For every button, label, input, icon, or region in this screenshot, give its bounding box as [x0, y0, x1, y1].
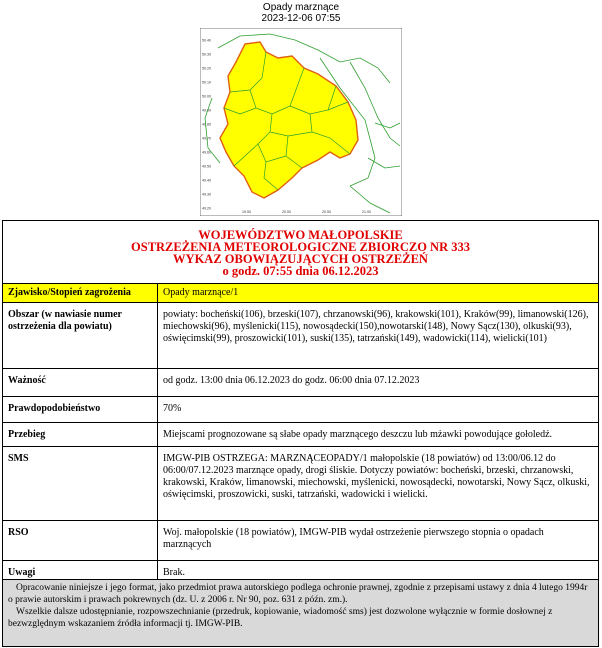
map-x-tick-label: 20.00: [282, 210, 291, 214]
map-y-tick-label: 50.20: [202, 66, 211, 71]
map-svg: [200, 28, 402, 216]
row-rso: [3, 521, 599, 561]
map-caption: [0, 2, 602, 24]
row-obszar: [3, 303, 599, 369]
map-y-tick-label: 49.90: [202, 108, 211, 113]
row-label: Ważność: [3, 369, 158, 397]
row-label: Obszar (w nawiasie numer ostrzeżenia dla powiatu): [3, 303, 158, 369]
row-label: RSO: [3, 521, 158, 561]
footer-paragraph-2: Wszelkie dalsze udostępnianie, rozpowszechnianie (przedruk, kopiowanie, wiadomość sms) jest dozwolone wyłącznie w formie dosłownej z bezwzględnym wskazaniem źródła informacji tj. IMGW-PIB.: [8, 607, 553, 629]
map-x-tick-label: 21.00: [362, 210, 371, 214]
map-y-tick-label: 49.50: [202, 164, 211, 169]
row-waznosc: [3, 369, 599, 397]
map-y-tick-label: 49.40: [202, 178, 211, 183]
map-datetime: 2023-12-06 07:55: [261, 13, 341, 24]
map-title: Opady marznące: [262, 2, 340, 13]
footer-paragraph-1: Opracowanie niniejsze i jego format, jako przedmiot prawa autorskiego podlega ochronie prawnej, zgodnie z przepisami ustawy z dnia 4 lutego 1994r o prawie autorskim i prawach pokrewnych (dz. U. z 2006 r. Nr 90, poz. 631 z późn. zm.).: [8, 583, 588, 605]
row-value: IMGW-PIB OSTRZEGA: MARZNĄCEOPADY/1 małopolskie (18 powiatów) od 13:00/06.12 do 06:00/07.12.2023 marznące opady, drogi śliskie. Dotyczy powiatów: bocheński, brzeski, chrzanowski, krakowski, Kraków, limanowski, miechowski, myślenicki, nowosądecki, nowotarski, Nowy Sącz, olkuski, oświęcimski, proszowicki, suski, tatrzański, wadowicki i wielicki.: [158, 447, 599, 521]
header-row: [3, 221, 599, 284]
row-value: Brak.: [158, 561, 599, 585]
header-line1: WOJEWÓDZTWO MAŁOPOLSKIE: [198, 228, 403, 242]
row-value: 70%: [158, 397, 599, 423]
row-sms: [3, 447, 599, 521]
row-zjawisko: [3, 284, 599, 303]
row-value: powiaty: bocheński(106), brzeski(107), chrzanowski(96), krakowski(101), Kraków(99), limanowski(126), miechowski(96), myślenicki(115), nowosądecki(150),nowotarski(148), Nowy Sącz(130), olkuski(93), oświęcimski(99), proszowicki(101), suski(135), tatrzański(149), wadowicki(114), wielicki(101): [158, 303, 599, 369]
row-value: od godz. 13:00 dnia 06.12.2023 do godz. 06:00 dnia 07.12.2023: [158, 369, 599, 397]
row-przebieg: [3, 423, 599, 447]
map-y-tick-label: 50.30: [202, 52, 211, 57]
row-label: Prawdopodobieństwo: [3, 397, 158, 423]
map-x-tick-label: 19.50: [242, 210, 251, 214]
warning-map: [200, 28, 402, 216]
map-y-tick-label: 49.80: [202, 122, 211, 127]
row-value: Miejscami prognozowane są słabe opady marznącego deszczu lub mżawki powodujące gołoledź.: [158, 423, 599, 447]
row-value: Woj. małopolskie (18 powiatów), IMGW-PIB wydał ostrzeżenie pierwszego stopnia o opadach marznących: [158, 521, 599, 561]
header-line4: o godz. 07:55 dnia 06.12.2023: [222, 264, 379, 278]
map-y-tick-label: 49.30: [202, 192, 211, 197]
row-prawdopodobienstwo: [3, 397, 599, 423]
map-y-tick-label: 50.00: [202, 94, 211, 99]
row-label: Uwagi: [3, 561, 158, 585]
map-y-tick-label: 50.40: [202, 38, 211, 43]
row-label: Przebieg: [3, 423, 158, 447]
map-y-tick-label: 49.60: [202, 150, 211, 155]
warning-table: [2, 220, 599, 585]
copyright-footer: [2, 579, 599, 647]
header-line3: WYKAZ OBOWIĄZUJĄCYCH OSTRZEŻEŃ: [173, 252, 428, 266]
map-x-tick-label: 20.50: [322, 210, 331, 214]
map-y-tick-label: 50.10: [202, 80, 211, 85]
row-label: Zjawisko/Stopień zagrożenia: [3, 284, 158, 303]
row-value: Opady marznące/1: [158, 284, 599, 303]
header-line2: OSTRZEŻENIA METEOROLOGICZNE ZBIORCZO NR 333: [131, 240, 470, 254]
map-y-tick-label: 49.70: [202, 136, 211, 141]
map-y-tick-label: 49.20: [202, 206, 211, 211]
header-cell: [3, 221, 599, 284]
row-label: SMS: [3, 447, 158, 521]
